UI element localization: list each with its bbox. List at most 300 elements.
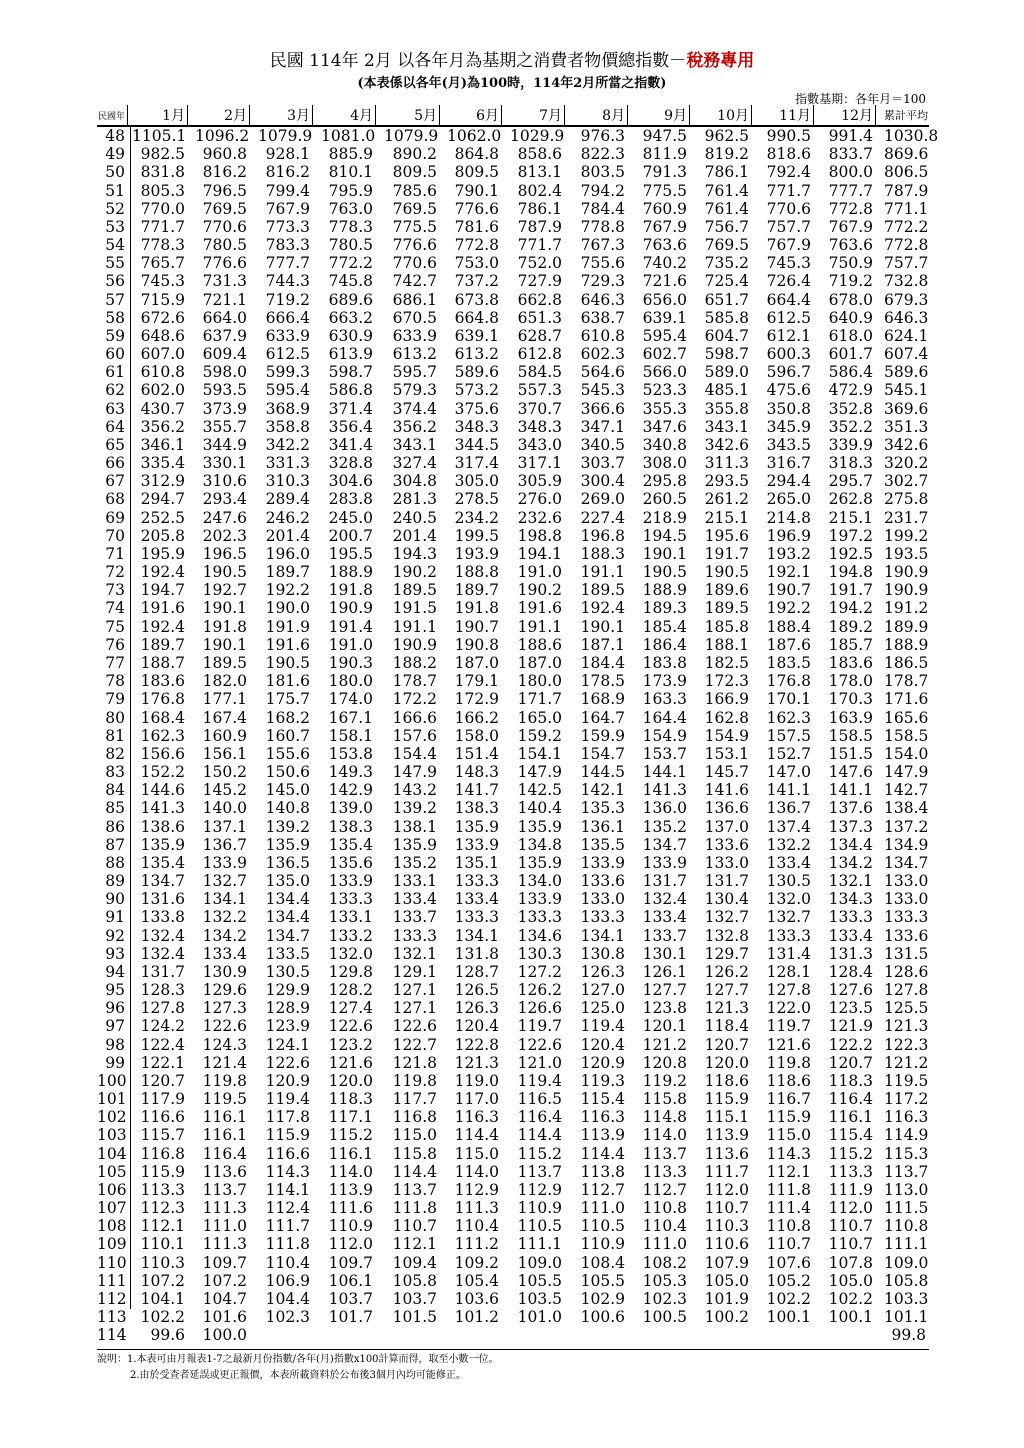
- table-cell: 127.1: [392, 999, 437, 1018]
- table-cell: 119.7: [766, 1017, 811, 1036]
- table-cell: 809.5: [454, 163, 499, 182]
- table-row: [97, 472, 929, 490]
- table-cell: 639.1: [454, 326, 499, 345]
- table-cell: 121.2: [884, 1053, 929, 1072]
- table-cell: 192.7: [202, 581, 247, 600]
- table-cell: 318.3: [828, 454, 873, 473]
- table-cell: 127.2: [517, 962, 562, 981]
- table-cell: 133.6: [704, 835, 749, 854]
- table-cell: 114.1: [265, 1180, 310, 1199]
- table-cell: 180.0: [328, 672, 373, 691]
- table-cell: 310.6: [202, 472, 247, 491]
- table-cell: 131.8: [454, 944, 499, 963]
- table-cell: 375.6: [454, 399, 499, 418]
- table-cell: 183.6: [828, 653, 873, 672]
- table-cell: 116.1: [328, 1144, 373, 1163]
- table-row: [97, 690, 929, 708]
- table-cell: 187.6: [766, 635, 811, 654]
- table-cell: 114.4: [454, 1126, 499, 1145]
- column-header: 6月: [447, 105, 502, 125]
- table-cell: 201.4: [392, 526, 437, 545]
- table-cell: 564.6: [580, 363, 625, 382]
- table-row: [97, 509, 929, 527]
- table-cell: 231.7: [884, 508, 929, 527]
- row-year: 58: [105, 308, 125, 327]
- table-cell: 586.8: [328, 381, 373, 400]
- table-cell: 152.2: [140, 763, 185, 782]
- table-cell: 134.9: [884, 835, 929, 854]
- table-cell: 370.7: [517, 399, 562, 418]
- table-cell: 890.2: [392, 145, 437, 164]
- table-cell: 174.0: [328, 690, 373, 709]
- table-cell: 355.3: [642, 399, 687, 418]
- table-cell: 648.6: [140, 326, 185, 345]
- table-cell: 112.0: [328, 1235, 373, 1254]
- row-year: 84: [105, 781, 125, 800]
- table-cell: 190.9: [392, 635, 437, 654]
- table-row: [97, 272, 929, 290]
- table-cell: 240.5: [392, 508, 437, 527]
- table-cell: 753.0: [454, 254, 499, 273]
- table-cell: 187.0: [517, 653, 562, 672]
- table-cell: 595.4: [265, 381, 310, 400]
- table-cell: 113.8: [580, 1162, 625, 1181]
- table-cell: 778.3: [328, 217, 373, 236]
- table-cell: 822.3: [580, 145, 625, 164]
- table-cell: 960.8: [202, 145, 247, 164]
- table-cell: 105.8: [392, 1271, 437, 1290]
- table-cell: 142.1: [580, 781, 625, 800]
- table-cell: 771.7: [517, 236, 562, 255]
- table-cell: 192.1: [766, 563, 811, 582]
- table-cell: 767.3: [580, 236, 625, 255]
- table-cell: 121.4: [202, 1053, 247, 1072]
- table-cell: 928.1: [265, 145, 310, 164]
- table-cell: 770.6: [202, 217, 247, 236]
- column-header: 12月: [822, 105, 876, 125]
- table-row: [97, 1126, 929, 1144]
- table-cell: 105.0: [828, 1271, 873, 1290]
- table-cell: 162.8: [704, 708, 749, 727]
- table-row: [97, 981, 929, 999]
- table-cell: 192.2: [766, 599, 811, 618]
- table-cell: 103.3: [884, 1290, 929, 1308]
- row-year: 48: [105, 127, 125, 145]
- table-row: [97, 908, 929, 926]
- table-cell: 110.9: [517, 1199, 562, 1218]
- table-cell: 105.8: [884, 1271, 929, 1290]
- table-row: [97, 1145, 929, 1163]
- row-year: 102: [97, 1108, 127, 1127]
- table-cell: 188.9: [642, 581, 687, 600]
- table-cell: 115.1: [704, 1108, 749, 1127]
- row-year: 95: [105, 981, 125, 1000]
- page-subtitle: (本表係以各年(月)為100時，114年2月所當之指數): [357, 76, 667, 91]
- table-cell: 778.3: [140, 236, 185, 255]
- table-cell: 138.3: [454, 799, 499, 818]
- table-cell: 110.9: [328, 1217, 373, 1236]
- table-cell: 485.1: [704, 381, 749, 400]
- table-cell: 305.0: [454, 472, 499, 491]
- table-cell: 136.7: [202, 835, 247, 854]
- table-cell: 121.2: [642, 1035, 687, 1054]
- table-cell: 134.1: [580, 926, 625, 945]
- table-row: [97, 654, 929, 672]
- table-cell: 126.2: [517, 981, 562, 1000]
- table-row: [97, 182, 929, 200]
- table-row: [97, 945, 929, 963]
- table-cell: 721.6: [642, 272, 687, 291]
- row-year: 60: [105, 345, 125, 364]
- table-cell: 167.4: [202, 708, 247, 727]
- table-cell: 110.9: [580, 1235, 625, 1254]
- table-cell: 276.0: [517, 490, 562, 509]
- table-cell: 767.9: [265, 199, 310, 218]
- table-cell: 116.1: [202, 1126, 247, 1145]
- table-cell: 110.8: [766, 1217, 811, 1236]
- table-cell: 191.8: [454, 599, 499, 618]
- table-cell: 1079.9: [258, 127, 313, 145]
- table-cell: 185.7: [828, 635, 873, 654]
- table-cell: 342.2: [265, 435, 310, 454]
- table-cell: 134.7: [265, 926, 310, 945]
- table-cell: 144.5: [580, 763, 625, 782]
- table-cell: 112.0: [828, 1199, 873, 1218]
- table-cell: 234.2: [454, 508, 499, 527]
- table-cell: 295.8: [642, 472, 687, 491]
- table-cell: 135.5: [580, 835, 625, 854]
- table-cell: 198.8: [517, 526, 562, 545]
- table-cell: 595.7: [392, 363, 437, 382]
- table-cell: 145.7: [704, 763, 749, 782]
- table-cell: 122.1: [140, 1053, 185, 1072]
- table-cell: 199.5: [454, 526, 499, 545]
- table-cell: 100.1: [766, 1308, 811, 1327]
- table-cell: 122.4: [140, 1035, 185, 1054]
- table-cell: 102.9: [580, 1290, 625, 1308]
- table-cell: 640.9: [828, 308, 873, 327]
- table-cell: 129.1: [392, 962, 437, 981]
- table-row: [97, 127, 939, 145]
- table-cell: 147.6: [828, 763, 873, 782]
- table-row: [97, 818, 929, 836]
- table-cell: 371.4: [328, 399, 373, 418]
- table-cell: 127.3: [202, 999, 247, 1018]
- table-cell: 791.3: [642, 163, 687, 182]
- table-cell: 168.2: [265, 708, 310, 727]
- table-cell: 125.5: [884, 999, 929, 1018]
- table-cell: 137.4: [766, 817, 811, 836]
- table-cell: 341.4: [328, 435, 373, 454]
- table-cell: 715.9: [140, 290, 185, 309]
- table-cell: 102.2: [766, 1290, 811, 1308]
- table-cell: 246.2: [265, 508, 310, 527]
- table-cell: 133.3: [580, 908, 625, 927]
- row-year: 73: [105, 581, 125, 600]
- table-cell: 100.5: [642, 1308, 687, 1327]
- table-cell: 122.3: [884, 1035, 929, 1054]
- table-cell: 179.1: [454, 672, 499, 691]
- table-cell: 133.0: [704, 853, 749, 872]
- table-cell: 595.4: [642, 326, 687, 345]
- table-cell: 188.8: [454, 563, 499, 582]
- table-cell: 340.8: [642, 435, 687, 454]
- table-cell: 120.7: [704, 1035, 749, 1054]
- table-cell: 132.0: [328, 944, 373, 963]
- table-cell: 151.5: [828, 744, 873, 763]
- table-cell: 188.3: [580, 544, 625, 563]
- table-cell: 159.9: [580, 726, 625, 745]
- table-cell: 947.5: [642, 127, 687, 145]
- table-cell: 192.4: [140, 563, 185, 582]
- table-cell: 192.4: [140, 617, 185, 636]
- table-cell: 191.8: [328, 581, 373, 600]
- title-tag: 稅務專用: [686, 51, 755, 71]
- table-cell: 732.8: [884, 272, 929, 291]
- table-cell: 149.3: [328, 763, 373, 782]
- table-cell: 188.2: [392, 653, 437, 672]
- column-header: 2月: [195, 105, 250, 125]
- table-notes: [97, 1352, 499, 1384]
- table-cell: 120.4: [454, 1017, 499, 1036]
- table-cell: 769.5: [202, 199, 247, 218]
- table-cell: 794.2: [580, 181, 625, 200]
- table-cell: 194.1: [517, 544, 562, 563]
- table-cell: 118.6: [704, 1071, 749, 1090]
- table-cell: 664.4: [766, 290, 811, 309]
- table-cell: 112.1: [140, 1217, 185, 1236]
- table-cell: 137.6: [828, 799, 873, 818]
- table-cell: 260.5: [642, 490, 687, 509]
- table-cell: 745.3: [140, 272, 185, 291]
- table-cell: 102.2: [828, 1290, 873, 1308]
- table-cell: 737.2: [454, 272, 499, 291]
- table-cell: 134.3: [828, 890, 873, 909]
- row-year: 55: [105, 254, 125, 273]
- table-cell: 133.4: [392, 890, 437, 909]
- table-cell: 125.0: [580, 999, 625, 1018]
- table-cell: 116.1: [828, 1108, 873, 1127]
- table-cell: 135.0: [265, 872, 310, 891]
- table-cell: 113.9: [580, 1126, 625, 1145]
- table-cell: 330.1: [202, 454, 247, 473]
- row-year: 53: [105, 217, 125, 236]
- index-basis: 指數基期：各年月＝100: [795, 92, 926, 106]
- table-cell: 990.5: [766, 127, 811, 145]
- table-cell: 181.6: [265, 672, 310, 691]
- table-cell: 147.9: [517, 763, 562, 782]
- table-cell: 121.3: [704, 999, 749, 1018]
- table-cell: 1030.8: [884, 127, 939, 145]
- table-cell: 151.4: [454, 744, 499, 763]
- column-header: 7月: [510, 105, 565, 125]
- table-cell: 772.2: [328, 254, 373, 273]
- table-row: [97, 872, 929, 890]
- table-cell: 171.6: [884, 690, 929, 709]
- table-cell: 689.6: [328, 290, 373, 309]
- table-cell: 114.0: [642, 1126, 687, 1145]
- table-cell: 133.4: [828, 926, 873, 945]
- table-cell: 110.3: [704, 1217, 749, 1236]
- table-cell: 171.7: [517, 690, 562, 709]
- table-cell: 119.8: [202, 1071, 247, 1090]
- table-cell: 190.5: [202, 563, 247, 582]
- column-header: 5月: [384, 105, 440, 125]
- table-cell: 191.9: [265, 617, 310, 636]
- table-cell: 584.5: [517, 363, 562, 382]
- table-cell: 752.0: [517, 254, 562, 273]
- table-cell: [822, 1326, 873, 1344]
- table-cell: 115.0: [454, 1144, 499, 1163]
- table-row: [97, 636, 929, 654]
- table-cell: 348.3: [454, 417, 499, 436]
- table-cell: 589.6: [454, 363, 499, 382]
- table-cell: 613.9: [328, 345, 373, 364]
- table-cell: 624.1: [884, 326, 929, 345]
- table-cell: 101.6: [202, 1308, 247, 1327]
- table-cell: 115.2: [328, 1126, 373, 1145]
- row-year: 88: [105, 853, 125, 872]
- table-cell: 557.3: [517, 381, 562, 400]
- table-cell: 112.7: [642, 1180, 687, 1199]
- table-cell: 130.9: [202, 962, 247, 981]
- table-cell: 137.3: [828, 817, 873, 836]
- table-cell: 202.3: [202, 526, 247, 545]
- row-year: 96: [105, 999, 125, 1018]
- table-cell: 215.1: [704, 508, 749, 527]
- table-cell: 356.2: [140, 417, 185, 436]
- table-cell: 618.0: [828, 326, 873, 345]
- table-cell: 101.7: [328, 1308, 373, 1327]
- table-cell: 127.0: [580, 981, 625, 1000]
- table-cell: 757.7: [884, 254, 929, 273]
- table-row: [97, 1163, 929, 1181]
- table-cell: 729.3: [580, 272, 625, 291]
- table-cell: 136.0: [642, 799, 687, 818]
- table-cell: 119.4: [265, 1090, 310, 1109]
- table-cell: 132.0: [766, 890, 811, 909]
- table-cell: 232.6: [517, 508, 562, 527]
- table-cell: 166.6: [392, 708, 437, 727]
- table-cell: 118.3: [328, 1090, 373, 1109]
- row-year: 92: [105, 926, 125, 945]
- table-cell: 767.9: [766, 236, 811, 255]
- table-cell: 191.8: [202, 617, 247, 636]
- table-cell: 190.1: [202, 635, 247, 654]
- table-cell: 115.9: [140, 1162, 185, 1181]
- table-cell: 197.2: [828, 526, 873, 545]
- table-cell: 142.5: [517, 781, 562, 800]
- table-cell: 610.8: [140, 363, 185, 382]
- table-cell: 787.9: [517, 217, 562, 236]
- table-row: [97, 254, 929, 272]
- row-year: 51: [105, 181, 125, 200]
- table-cell: 110.4: [642, 1217, 687, 1236]
- table-cell: 310.3: [265, 472, 310, 491]
- table-cell: 110.7: [766, 1235, 811, 1254]
- table-cell: 132.4: [140, 926, 185, 945]
- table-cell: 119.8: [766, 1053, 811, 1072]
- table-cell: 745.8: [328, 272, 373, 291]
- table-cell: 756.7: [704, 217, 749, 236]
- table-cell: [384, 1326, 437, 1344]
- table-cell: 780.5: [328, 236, 373, 255]
- table-cell: 189.7: [140, 635, 185, 654]
- table-row: [97, 836, 929, 854]
- table-cell: 131.5: [884, 944, 929, 963]
- table-cell: 199.2: [884, 526, 929, 545]
- table-row: [97, 672, 929, 690]
- table-cell: 133.3: [766, 926, 811, 945]
- table-row: [97, 436, 929, 454]
- table-row: [97, 490, 929, 508]
- table-cell: 193.2: [766, 544, 811, 563]
- table-row: [97, 1072, 929, 1090]
- table-body: [97, 127, 939, 1345]
- table-cell: 976.3: [580, 127, 625, 145]
- table-row: [97, 745, 929, 763]
- table-cell: 134.0: [517, 872, 562, 891]
- table-cell: 189.3: [642, 599, 687, 618]
- table-cell: 114.4: [392, 1162, 437, 1181]
- row-year: 74: [105, 599, 125, 618]
- table-cell: 679.3: [884, 290, 929, 309]
- table-cell: 110.3: [140, 1253, 185, 1272]
- table-cell: 265.0: [766, 490, 811, 509]
- table-cell: 131.6: [140, 890, 185, 909]
- table-cell: 777.7: [828, 181, 873, 200]
- table-cell: 227.4: [580, 508, 625, 527]
- table-cell: 109.7: [328, 1253, 373, 1272]
- table-cell: 172.3: [704, 672, 749, 691]
- table-cell: 144.1: [642, 763, 687, 782]
- table-cell: 819.2: [704, 145, 749, 164]
- table-cell: 105.5: [517, 1271, 562, 1290]
- table-cell: 320.2: [884, 454, 929, 473]
- table-cell: 355.8: [704, 399, 749, 418]
- table-cell: 193.5: [884, 544, 929, 563]
- table-cell: 166.2: [454, 708, 499, 727]
- table-cell: 120.9: [580, 1053, 625, 1072]
- table-cell: 308.0: [642, 454, 687, 473]
- table-cell: 121.6: [328, 1053, 373, 1072]
- table-cell: 191.7: [828, 581, 873, 600]
- table-cell: 133.3: [454, 872, 499, 891]
- table-cell: 116.6: [265, 1144, 310, 1163]
- table-cell: 114.3: [265, 1162, 310, 1181]
- table-cell: 150.2: [202, 763, 247, 782]
- row-year: 69: [105, 508, 125, 527]
- table-row: [97, 1199, 929, 1217]
- row-year: 110: [97, 1253, 127, 1272]
- table-cell: 109.0: [884, 1253, 929, 1272]
- table-cell: 188.4: [766, 617, 811, 636]
- table-cell: 189.2: [828, 617, 873, 636]
- table-cell: 112.0: [704, 1180, 749, 1199]
- table-cell: 191.1: [517, 617, 562, 636]
- table-cell: 585.8: [704, 308, 749, 327]
- table-cell: 116.4: [517, 1108, 562, 1127]
- table-cell: 122.7: [392, 1035, 437, 1054]
- table-row: [97, 927, 929, 945]
- table-cell: 133.9: [454, 835, 499, 854]
- table-cell: 573.2: [454, 381, 499, 400]
- table-cell: 767.9: [642, 217, 687, 236]
- table-cell: 639.1: [642, 308, 687, 327]
- table-cell: 598.7: [704, 345, 749, 364]
- table-cell: 141.1: [828, 781, 873, 800]
- table-cell: 1096.2: [195, 127, 250, 145]
